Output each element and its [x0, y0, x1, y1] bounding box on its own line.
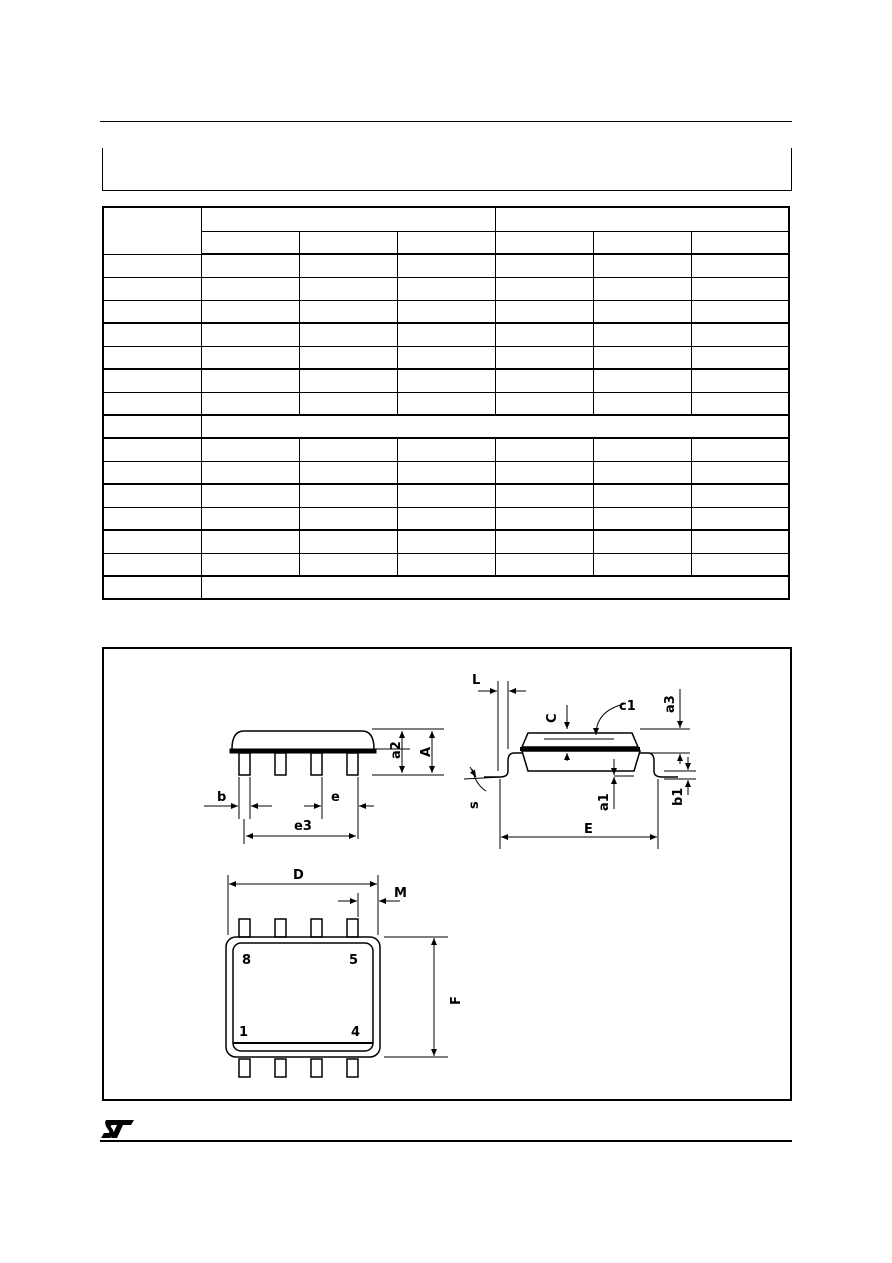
pin-label-5: 5 [349, 953, 359, 968]
table-row [103, 553, 789, 576]
dim-label-e3: e3 [294, 819, 312, 834]
dimensions-table [102, 206, 790, 600]
table-row [103, 461, 789, 484]
pin-label-8: 8 [242, 953, 252, 968]
pin-label-4: 4 [351, 1025, 361, 1040]
dim-label-M: M [394, 886, 407, 901]
header-rule [100, 121, 792, 122]
table-row [103, 576, 789, 599]
table-row [103, 323, 789, 346]
dim-label-F: F [449, 996, 464, 1005]
end-view [464, 681, 696, 849]
pin-label-1: 1 [239, 1025, 249, 1040]
top-view [226, 875, 448, 1077]
package-drawing [102, 647, 792, 1101]
table-row [103, 300, 789, 323]
header-cell [593, 231, 691, 254]
header-cell [397, 231, 495, 254]
dim-label-c1: c1 [619, 699, 636, 714]
table-row [103, 346, 789, 369]
dim-label-e: e [331, 790, 340, 805]
header-cell [299, 231, 397, 254]
dim-label-a2: a2 [389, 741, 404, 759]
table-row [103, 438, 789, 461]
dim-label-E: E [584, 822, 593, 837]
table-row [103, 484, 789, 507]
side-view [204, 729, 444, 844]
table-row [103, 507, 789, 530]
dim-label-L: L [472, 673, 481, 688]
header-cell [495, 231, 593, 254]
table-row [103, 277, 789, 300]
dim-label-a3: a3 [663, 695, 678, 713]
table-subheader-row [103, 231, 789, 254]
dim-label-a1: a1 [597, 793, 612, 811]
table-row [103, 530, 789, 553]
table-row [103, 254, 789, 277]
table-row [103, 415, 789, 438]
dim-label-D: D [293, 868, 304, 883]
header-mm-cell [201, 207, 495, 231]
dim-label-A: A [419, 746, 434, 757]
dim-label-s: s [467, 801, 482, 809]
table-row [103, 369, 789, 392]
table-row [103, 392, 789, 415]
header-cell [691, 231, 789, 254]
footer-rule [100, 1140, 792, 1142]
dim-label-C: C [545, 713, 560, 723]
header-inch-cell [495, 207, 789, 231]
table-title-box [102, 148, 792, 191]
dim-label-b1: b1 [671, 787, 686, 806]
header-cell [201, 231, 299, 254]
table-header-row [103, 207, 789, 231]
dim-label-b: b [217, 790, 227, 805]
header-dim-cell [103, 207, 201, 254]
